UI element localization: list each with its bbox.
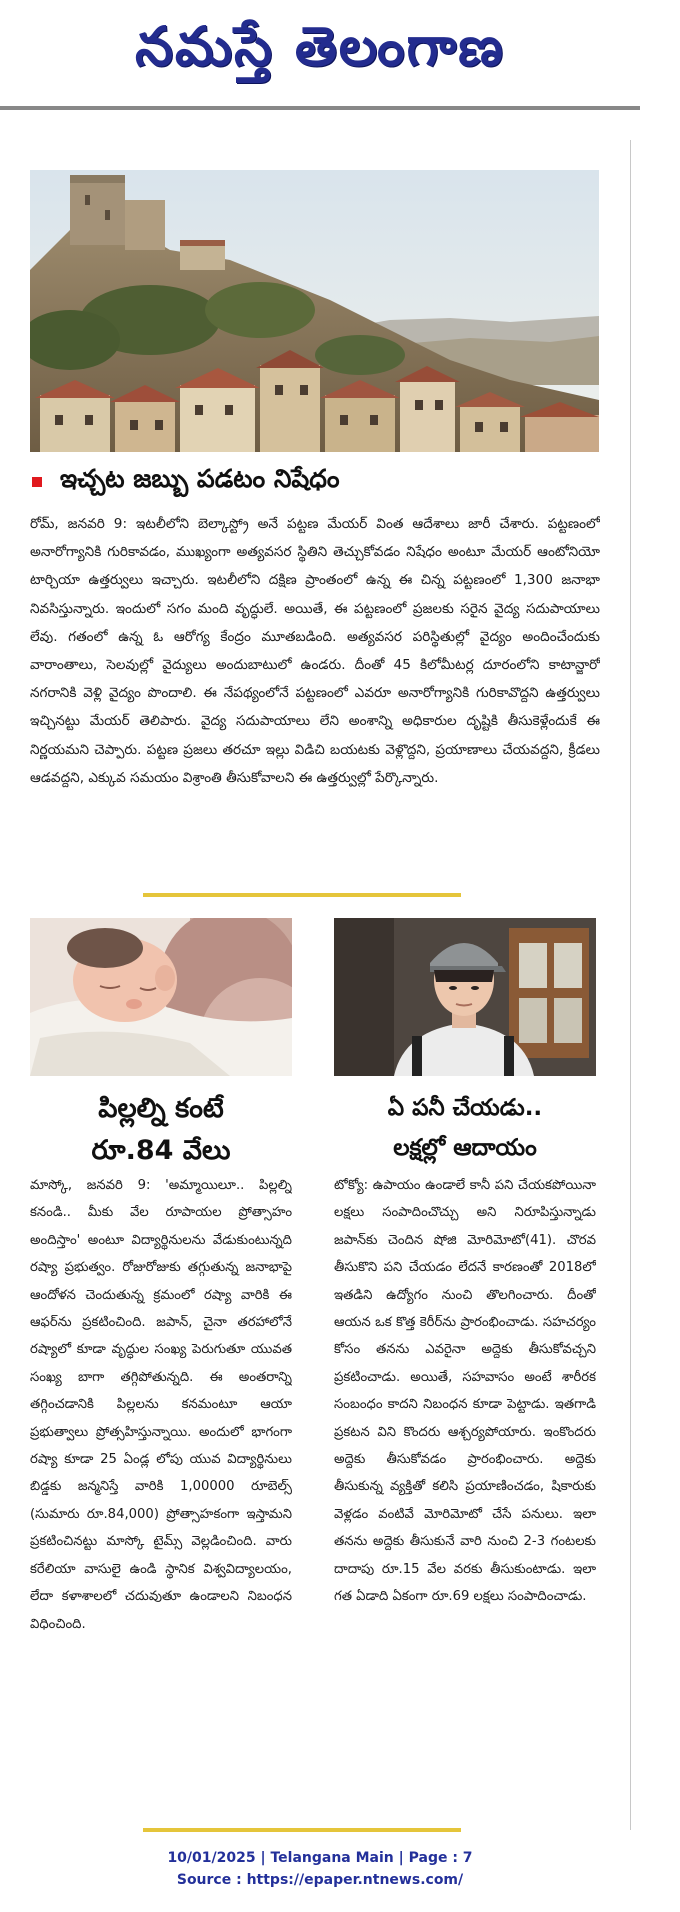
footer-dateline: 10/01/2025 | Telangana Main | Page : 7 xyxy=(167,1850,473,1866)
left-headline-line2: రూ.84 వేలు xyxy=(91,1135,231,1166)
right-headline xyxy=(334,1088,596,1168)
main-headline xyxy=(32,462,592,502)
newborn-baby-photo xyxy=(30,918,292,1076)
left-headline xyxy=(30,1088,292,1172)
section-divider xyxy=(143,893,461,897)
left-article-body: మాస్కో, జనవరి 9: 'అమ్మాయిలూ.. పిల్లల్ని కనండి.. మీకు వేల రూపాయల ప్రోత్సాహం అందిస్తాం' అంటూ విద్యార్థినులను వేడుకుంటున్నది రష్యా ప్రభుత్వం. రోజురోజుకు తగ్గుతున్న జనాభాపై ఆందోళన చెందుతున్న క్రమంలో రష్యా వారికి ఈ ఆఫర్‌ను ప్రకటించింది. జపాన్, చైనా తరహాలోనే రష్యాలో కూడా వృద్ధుల సంఖ్య పెరుగుతూ యువత సంఖ్య బాగా తగ్గిపోతున్నది. ఈ అంతరాన్ని తగ్గించడానికి పిల్లలను కనమంటూ ఆయా ప్రభుత్వాలు ప్రోత్సహిస్తున్నాయి. అందులో భాగంగా రష్యా కూడా 25 ఏండ్ల లోపు యువ విద్యార్థినులు బిడ్డకు జన్మనిస్తే వారికి 1,00000 రూబెల్స్ (సుమారు రూ.84,000) ప్రోత్సాహకంగా ఇస్తామని ప్రకటించినట్టు మాస్కో టైమ్స్ వెల్లడించింది. వారు కరేలియా వాసులై ఉండి స్థానిక విశ్వవిద్యాలయం, లేదా కళాశాలలో చదువుతూ ఉండాలని నిబంధన విధించింది. xyxy=(30,1178,292,1632)
footer-source-link[interactable]: Source : https://epaper.ntnews.com/ xyxy=(176,1872,464,1888)
right-article-body: టోక్యో: ఉపాయం ఉండాలే కానీ పని చేయకపోయినా లక్షలు సంపాదించొచ్చు అని నిరూపిస్తున్నాడు జపాన్‌కు చెందిన షోజి మోరిమోటో(41). చొరవ తీసుకొని పని చేయడం లేదనే కారణంతో 2018లో ఇతడిని ఉద్యోగం నుంచి తొలగించారు. దీంతో ఆయన ఒక కొత్త కెరీర్‌ను ప్రారంభించాడు. సహచర్యం కోసం తనను ఎవరైనా అద్దెకు తీసుకోవచ్చని ప్రకటించాడు. అయితే, సహవాసం అంటే శారీరక సంబంధం కాదని నిబంధన కూడా పెట్టాడు. ఇతగాడి ప్రకటన విని కొందరు ఆశ్చర్యపోయారు. ఇంకొందరు అద్దెకు తీసుకోవడం ప్రారంభించారు. అద్దెకు తీసుకున్న వ్యక్తితో కలిసి ప్రయాణించడం, షికారుకు వెళ్లడం వంటివే మోరిమోటో చేసే పనులు. ఇలా తనను అద్దెకు తీసుకునే వారి నుంచి 2-3 గంటలకు దాదాపు రూ.15 వేల వరకు తీసుకుంటాడు. ఇలా గత ఏడాది ఏకంగా రూ.69 లక్షలు సంపాదించాడు. xyxy=(334,1178,596,1605)
footer-divider xyxy=(143,1828,461,1832)
masthead xyxy=(0,0,640,106)
bullet-square-icon xyxy=(32,477,42,487)
main-article-body: రోమ్, జనవరి 9: ఇటలీలోని బెల్కాస్ట్రో అనే పట్టణ మేయర్ వింత ఆదేశాలు జారీ చేశారు. పట్టణంలో అనారోగ్యానికి గురికావడం, ముఖ్యంగా అత్యవసర స్థితిని తెచ్చుకోవడం నిషేధం అంటూ మేయర్ ఆంటోనియో టార్చియా ఉత్తర్వులు ఇచ్చారు. ఇటలీలోని దక్షిణ ప్రాంతంలో ఉన్న ఈ చిన్న పట్టణంలో 1,300 జనాభా నివసిస్తున్నారు. ఇందులో సగం మంది వృద్ధులే. అయితే, ఈ పట్టణంలో ప్రజలకు సరైన వైద్య సదుపాయాలు లేవు. గతంలో ఉన్న ఓ ఆరోగ్య కేంద్రం మూతబడింది. అత్యవసర పరిస్థితుల్లో వైద్యం అందించేందుకు వారాంతాలు, సెలవుల్లో వైద్యులు అందుబాటులో ఉండరు. దీంతో 45 కిలోమీటర్ల దూరంలోని కాటాన్జారో నగరానికి వెళ్లి వైద్యం పొందాలి. ఈ నేపథ్యంలోనే పట్టణంలో ఎవరూ అనారోగ్యానికి గురికావొద్దని ఉత్తర్వులు ఇచ్చినట్టు మేయర్ తెలిపారు. వైద్య సదుపాయాలు లేని అంశాన్ని అధికారుల దృష్టికి తీసుకెళ్లేందుకే ఈ నిర్ణయమని చెప్పారు. పట్టణ ప్రజలు తరచూ ఇల్లు విడిచి బయటకు వెళ్లొద్దని, ప్రయాణాలు చేయవద్దని, క్రీడలు ఆడవద్దని, ఎక్కువ సమయం విశ్రాంతి తీసుకోవాలని ఈ ఉత్తర్వుల్లో పేర్కొన్నారు. xyxy=(30,516,600,786)
newspaper-logo: నమస్తే తెలంగాణ xyxy=(135,14,505,78)
right-headline-line2: లక్షల్లో ఆదాయం xyxy=(393,1135,537,1161)
left-headline-line1: పిల్లల్ని కంటే xyxy=(98,1093,224,1124)
main-headline-text: ఇచ్చట జబ్బు పడటం నిషేధం xyxy=(60,464,340,493)
shoji-morimoto-photo xyxy=(334,918,596,1076)
village-castle-photo xyxy=(30,170,599,452)
column-border xyxy=(630,140,631,1830)
masthead-rule xyxy=(0,106,640,110)
right-headline-line1: ఏ పనీ చేయడు.. xyxy=(387,1095,543,1121)
